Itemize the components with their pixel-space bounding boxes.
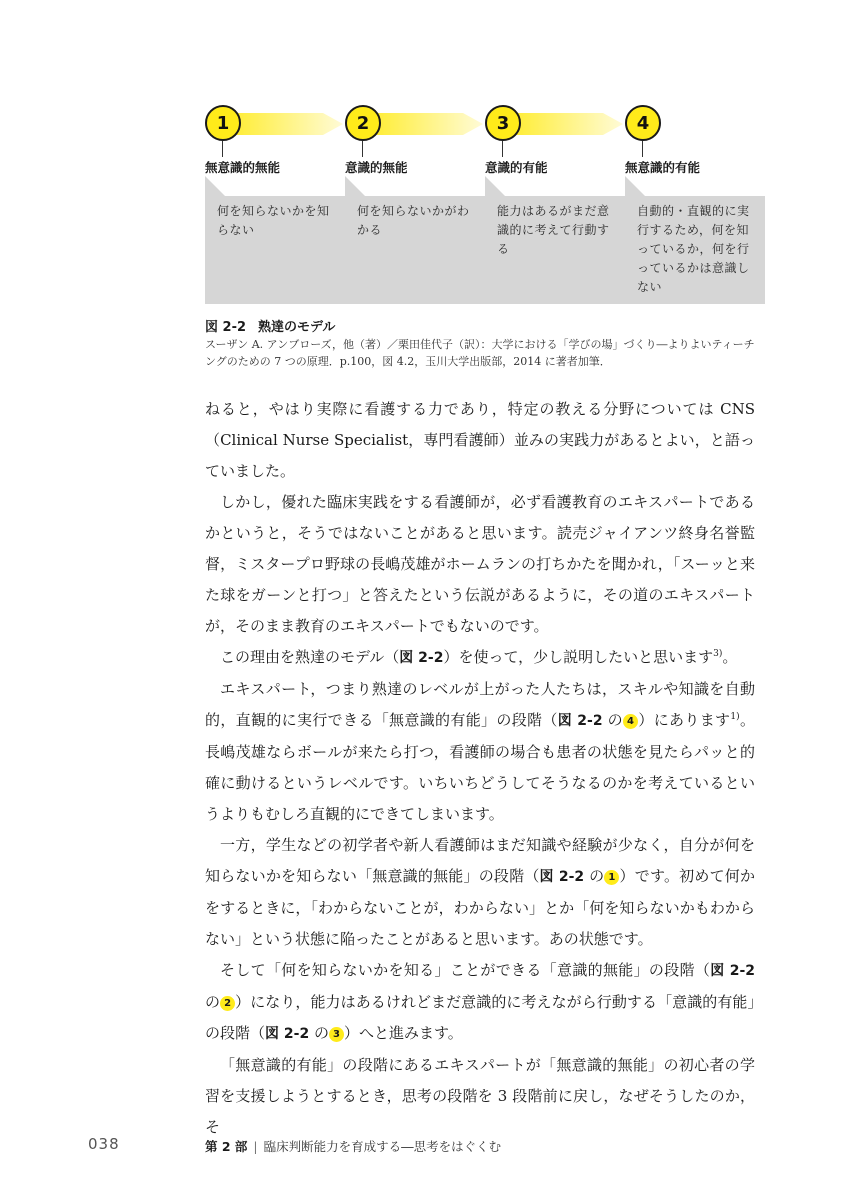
text-run: の bbox=[205, 993, 221, 1011]
figure-reference: 図 2-2 bbox=[265, 1026, 310, 1042]
connector-line bbox=[362, 141, 363, 157]
part-label: 第 2 部 bbox=[205, 1139, 248, 1154]
paragraph bbox=[205, 955, 755, 1050]
text-run: ）にあります bbox=[638, 711, 731, 729]
stage-label: 意識的無能 bbox=[345, 160, 408, 175]
paragraph: ねると，やはり実際に看護する力であり，特定の教える分野については CNS（Clinical Nurse Specialist，専門看護師）並みの実践力があるとよい，と語っていました。 bbox=[205, 400, 755, 480]
text-run: ）になり，能力はあるけれどまだ意識的に考えながら行動する「意識的有能」の段階（ bbox=[205, 993, 755, 1042]
figure-reference: 図 2-2 bbox=[539, 869, 585, 885]
text-run: この理由を熟達のモデル（ bbox=[220, 648, 400, 666]
page-number: 038 bbox=[88, 1135, 120, 1153]
connector-line bbox=[502, 141, 503, 157]
paragraph bbox=[205, 830, 755, 955]
callout-notch bbox=[485, 176, 505, 196]
stage-callout bbox=[485, 176, 625, 304]
stage-label: 意識的有能 bbox=[485, 160, 548, 175]
paragraph bbox=[205, 642, 755, 674]
text-run: そして「何を知らないかを知る」ことができる「意識的無能」の段階（ bbox=[220, 961, 711, 979]
connector-line bbox=[222, 141, 223, 157]
callout-text: 自動的・直観的に実行するため，何を知っているか，何を行っているかは意識しない bbox=[637, 204, 750, 294]
paragraph: 「無意識的有能」の段階にあるエキスパートが「無意識的無能」の初心者の学習を支援しようとするとき，思考の段階を 3 段階前に戻し，なぜそうしたのか，そ bbox=[205, 1056, 755, 1136]
callout-text: 何を知らないかがわかる bbox=[357, 204, 470, 237]
stage-number-badge: 2 bbox=[345, 105, 381, 141]
figure-source: スーザン A. アンブローズ，他（著）／栗田佳代子（訳）：大学における「学びの場」づくり―よりよいティーチングのための 7 つの原理．p.100，図 4.2，玉川大学出版部，2014 に著者加筆． bbox=[205, 338, 755, 368]
paragraph bbox=[205, 674, 755, 830]
callout-text: 何を知らないかを知らない bbox=[217, 204, 330, 237]
citation-marker: 3) bbox=[713, 649, 723, 659]
citation-marker: 1) bbox=[730, 712, 740, 722]
callout-text: 能力はあるがまだ意識的に考えて行動する bbox=[497, 204, 610, 256]
text-run: ）へと進みます。 bbox=[343, 1024, 463, 1042]
figure-reference: 図 2-2 bbox=[557, 713, 603, 729]
stage-number-marker: 2 bbox=[220, 996, 235, 1011]
stage-callout bbox=[625, 176, 765, 304]
text-run: 。長嶋茂雄ならボールが来たら打つ，看護師の場合も患者の状態を見たらパッと的確に動けるというレベルです。いちいちどうしてそうなるのかを考えているというよりもむしろ直観的にできてしまいます。 bbox=[205, 711, 755, 823]
text-run: の bbox=[602, 711, 624, 729]
text-run: ）を使って，少し説明したいと思います bbox=[443, 648, 714, 666]
figure-number: 図 2-2 bbox=[205, 320, 247, 335]
text-run: エキスパート，つまり熟達のレベルが上がった人たちは，スキルや知識を自動的，直観的に実行できる「無意識的有能」の段階（ bbox=[205, 680, 755, 729]
callout-notch bbox=[345, 176, 365, 196]
stage-callout bbox=[345, 176, 485, 304]
text-run: ）です。初めて何かをするときに，「わからないことが，わからない」とか「何を知らないかもわからない」という状態に陥ったことがあると思います。あの状態です。 bbox=[205, 867, 755, 948]
figure-title: 熟達のモデル bbox=[258, 320, 336, 335]
text-run: の bbox=[584, 867, 605, 885]
running-footer bbox=[205, 1137, 501, 1155]
figure-caption bbox=[205, 316, 335, 335]
figure-reference: 図 2-2 bbox=[710, 963, 755, 979]
stage-number-badge: 1 bbox=[205, 105, 241, 141]
figure-reference: 図 2-2 bbox=[399, 650, 444, 666]
paragraph: しかし，優れた臨床実践をする看護師が，必ず看護教育のエキスパートであるかというと，そうではないことがあると思います。読売ジャイアンツ終身名誉監督，ミスタープロ野球の長嶋茂雄がホームランの打ちかたを聞かれ，「スーッと来た球をガーンと打つ」と答えたという伝説があるように，その道のエキスパートが，そのまま教育のエキスパートでもないのです。 bbox=[205, 493, 755, 635]
body-text bbox=[205, 394, 755, 1143]
text-run: の bbox=[309, 1024, 329, 1042]
stage-number-marker: 1 bbox=[604, 870, 619, 885]
callout-notch bbox=[625, 176, 645, 196]
stage-number-marker: 3 bbox=[329, 1027, 344, 1042]
footer-separator: | bbox=[253, 1139, 258, 1154]
callout-notch bbox=[205, 176, 225, 196]
stage-callout bbox=[205, 176, 345, 304]
text-run: 一方，学生などの初学者や新人看護師はまだ知識や経験が少なく，自分が何を知らないかを知らない「無意識的無能」の段階（ bbox=[205, 836, 755, 885]
stage-number-marker: 4 bbox=[623, 714, 638, 729]
text-run: 。 bbox=[722, 648, 738, 666]
stage-number-badge: 3 bbox=[485, 105, 521, 141]
stage-number-badge: 4 bbox=[625, 105, 661, 141]
stage-label: 無意識的無能 bbox=[205, 160, 281, 175]
chapter-title: 臨床判断能力を育成する―思考をはぐくむ bbox=[263, 1139, 502, 1154]
connector-line bbox=[642, 141, 643, 157]
stage-label: 無意識的有能 bbox=[625, 160, 701, 175]
